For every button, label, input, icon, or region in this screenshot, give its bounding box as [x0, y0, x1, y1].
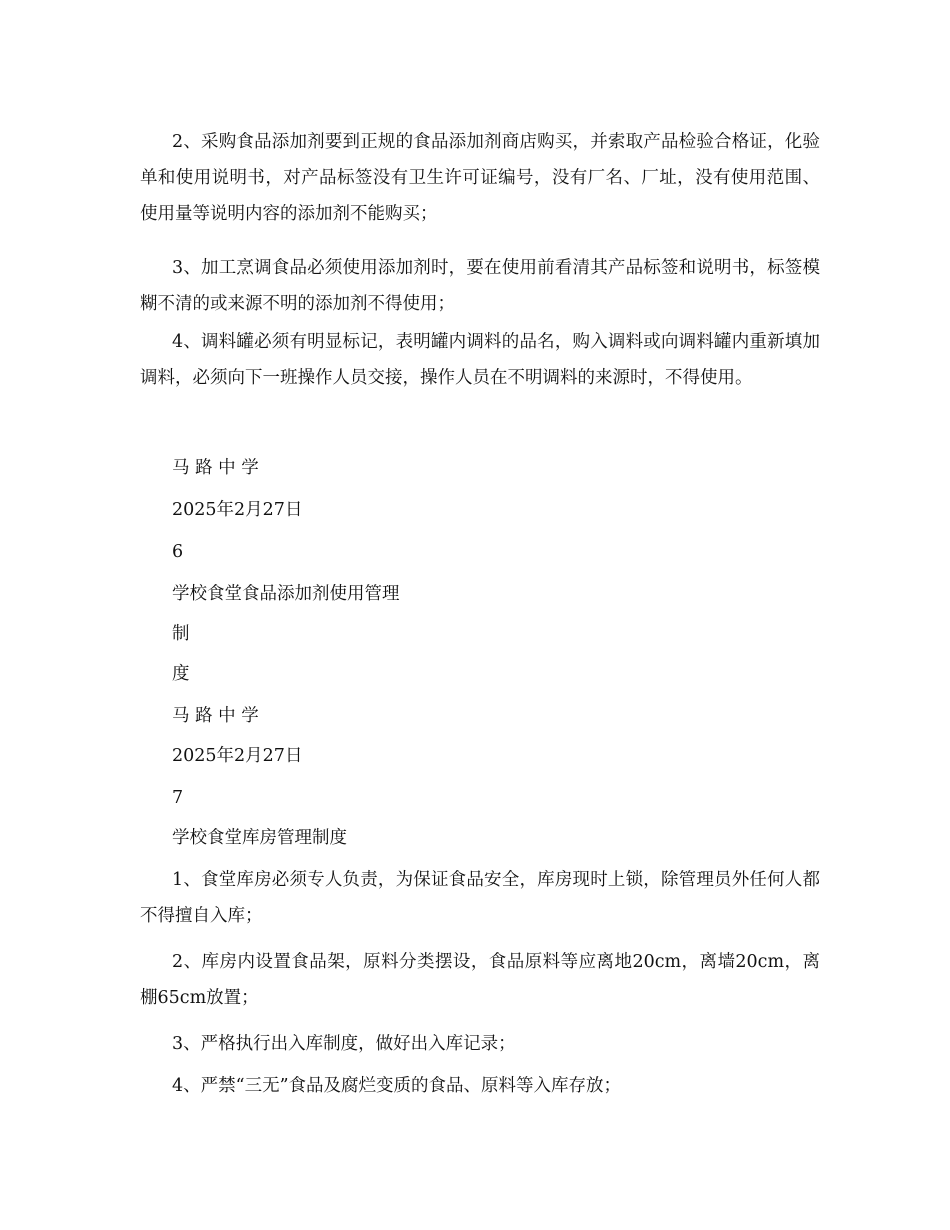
section-title-warehouse: 学校食堂库房管理制度: [172, 828, 347, 848]
warehouse-rule-1: 1、食堂库房必须专人负责，为保证食品安全，库房现时上锁，除管理员外任何人都不得擅自入库；: [140, 870, 820, 926]
section-title-additive: 学校食堂食品添加剂使用管理: [172, 584, 400, 604]
section-title-char-du: 度: [172, 664, 190, 684]
warehouse-rule-3: 3、严格执行出入库制度，做好出入库记录；: [172, 1034, 516, 1054]
page-number-7: 7: [172, 788, 184, 808]
warehouse-rule-4: 4、严禁“三无”食品及腐烂变质的食品、原料等入库存放；: [172, 1076, 622, 1096]
signature-date-1: 2025年2月27日: [172, 500, 303, 520]
warehouse-rule-2: 2、库房内设置食品架，原料分类摆设，食品原料等应离地20cm，离墙20cm，离棚65cm放置；: [140, 952, 820, 1008]
signature-school-1: 马 路 中 学: [172, 458, 259, 478]
paragraph-purchase-additives: 2、采购食品添加剂要到正规的食品添加剂商店购买，并索取产品检验合格证，化验单和使用说明书，对产品标签没有卫生许可证编号，没有厂名、厂址，没有使用范围、使用量等说明内容的添加剂不能购买；: [140, 132, 820, 224]
page-number-6: 6: [172, 542, 184, 562]
section-title-char-zhi: 制: [172, 624, 190, 644]
signature-school-2: 马 路 中 学: [172, 706, 259, 726]
signature-date-2: 2025年2月27日: [172, 746, 303, 766]
paragraph-seasoning-jar: 4、调料罐必须有明显标记，表明罐内调料的品名，购入调料或向调料罐内重新填加调料，必须向下一班操作人员交接，操作人员在不明调料的来源时，不得使用。: [140, 332, 820, 388]
paragraph-check-labels: 3、加工烹调食品必须使用添加剂时，要在使用前看清其产品标签和说明书，标签模糊不清的或来源不明的添加剂不得使用；: [140, 258, 820, 314]
